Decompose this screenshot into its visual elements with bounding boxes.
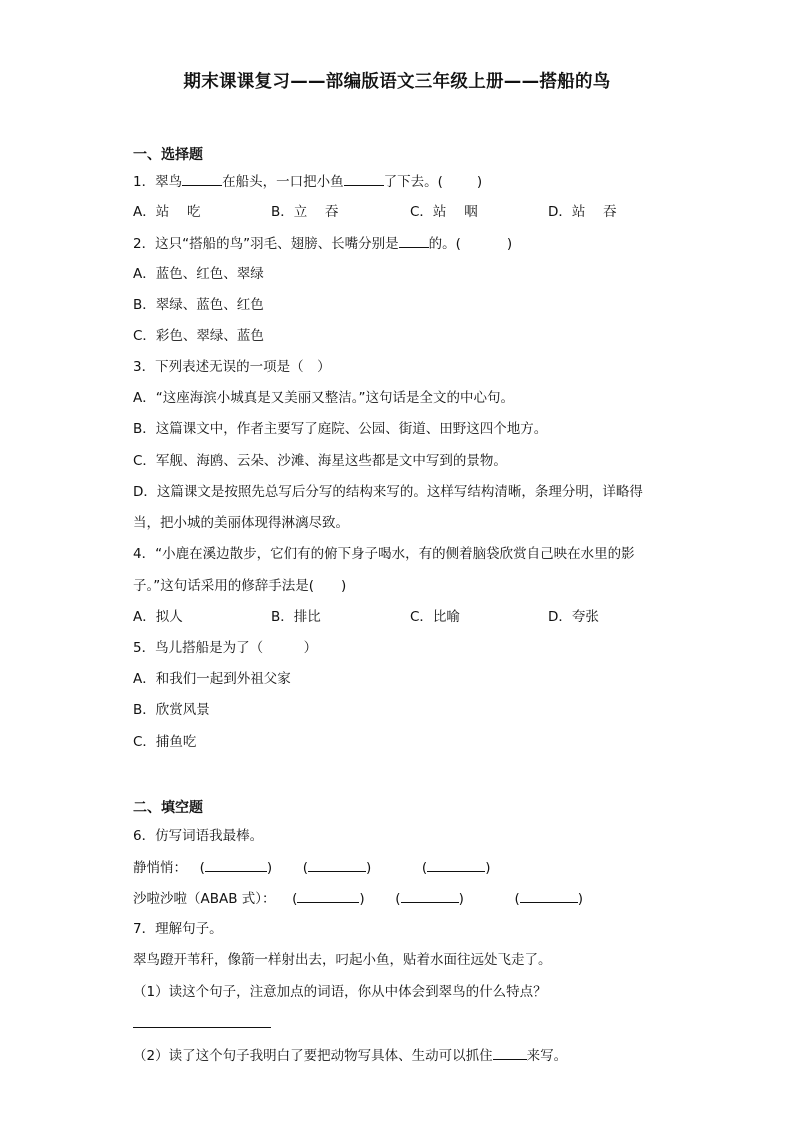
q6-row-1-blank-1[interactable] bbox=[205, 857, 267, 872]
question-1-blank-2[interactable] bbox=[344, 171, 384, 186]
question-7: 7．理解句子。 bbox=[133, 921, 223, 937]
q1-option-d[interactable]: D．站 吞 bbox=[548, 204, 617, 220]
section-heading-fill: 二、填空题 bbox=[133, 800, 203, 816]
question-1-text-b: 在船头，一口把小鱼 bbox=[222, 174, 344, 190]
question-3: 3．下列表述无误的一项是（ ） bbox=[133, 359, 331, 375]
question-1-text-a: 翠鸟 bbox=[155, 174, 183, 190]
question-6: 6．仿写词语我最棒。 bbox=[133, 828, 264, 844]
q4-option-c[interactable]: C．比喻 bbox=[410, 609, 460, 625]
page-title: 期末课课复习——部编版语文三年级上册——搭船的鸟 bbox=[183, 72, 611, 92]
question-4-line-2: 子。”这句话采用的修辞手法是( ) bbox=[133, 578, 347, 594]
q3-option-a[interactable]: A．“这座海滨小城真是又美丽又整洁。”这句话是全文的中心句。 bbox=[133, 390, 514, 406]
paren-close: ) bbox=[458, 891, 464, 907]
q4-option-d[interactable]: D．夸张 bbox=[548, 609, 599, 625]
answer-line[interactable] bbox=[133, 1027, 271, 1028]
question-7-sentence: 翠鸟蹬开苇秆，像箭一样射出去，叼起小鱼，贴着水面往远处飞走了。 bbox=[133, 952, 552, 968]
paren-open: ( bbox=[421, 860, 428, 876]
q5-option-a[interactable]: A．和我们一起到外祖父家 bbox=[133, 671, 291, 687]
question-2-blank[interactable] bbox=[399, 233, 429, 248]
q4-option-b[interactable]: B．排比 bbox=[271, 609, 321, 625]
question-7-sub-2 bbox=[133, 1045, 567, 1066]
question-2-text-b: 的。( bbox=[428, 236, 461, 252]
question-2-text-c: ) bbox=[506, 236, 513, 252]
paren-open: ( bbox=[395, 891, 401, 907]
q5-option-c[interactable]: C．捕鱼吃 bbox=[133, 734, 197, 750]
question-5: 5．鸟儿搭船是为了（ ） bbox=[133, 640, 318, 656]
q2-option-a[interactable]: A．蓝色、红色、翠绿 bbox=[133, 266, 264, 282]
q6-row-2-blank-1[interactable] bbox=[297, 888, 359, 903]
paren-close: ) bbox=[577, 891, 584, 907]
q6-row-1-label: 静悄悄： bbox=[133, 860, 187, 876]
question-2-text-a: 2．这只“搭船的鸟”羽毛、翅膀、长嘴分别是 bbox=[133, 236, 399, 252]
question-7-sub-2-text-b: 来写。 bbox=[526, 1048, 568, 1064]
section-heading-choice: 一、选择题 bbox=[133, 147, 203, 163]
q4-option-a[interactable]: A．拟人 bbox=[133, 609, 183, 625]
q3-option-d[interactable]: D．这篇课文是按照先总写后分写的结构来写的。这样写结构清晰，条理分明，详略得 bbox=[133, 484, 643, 500]
q3-option-c[interactable]: C．军舰、海鸥、云朵、沙滩、海星这些都是文中写到的景物。 bbox=[133, 453, 507, 469]
question-4-line-1: 4．“小鹿在溪边散步，它们有的俯下身子喝水，有的侧着脑袋欣赏自己映在水里的影 bbox=[133, 546, 635, 562]
paren-open: ( bbox=[302, 860, 309, 876]
question-1-number: 1． bbox=[133, 174, 156, 190]
question-7-sub-1: （1）读这个句子，注意加点的词语，你从中体会到翠鸟的什么特点？ bbox=[133, 984, 547, 1000]
q6-row-1 bbox=[133, 857, 490, 878]
paren-open: ( bbox=[292, 891, 298, 907]
q6-row-1-blank-3[interactable] bbox=[427, 857, 485, 872]
question-7-sub-2-text-a: （2）读了这个句子我明白了要把动物写具体、生动可以抓住 bbox=[133, 1048, 493, 1064]
q1-option-b[interactable]: B．立 吞 bbox=[271, 204, 339, 220]
q5-option-b[interactable]: B．欣赏风景 bbox=[133, 702, 210, 718]
q6-row-1-blank-2[interactable] bbox=[308, 857, 366, 872]
q3-option-d-continued: 当，把小城的美丽体现得淋漓尽致。 bbox=[133, 515, 349, 531]
paren-close: ) bbox=[359, 891, 365, 907]
q2-option-b[interactable]: B．翠绿、蓝色、红色 bbox=[133, 297, 264, 313]
paren-open: ( bbox=[514, 891, 520, 907]
q1-option-a[interactable]: A．站 吃 bbox=[133, 204, 201, 220]
question-7-sub-2-blank[interactable] bbox=[493, 1045, 527, 1060]
q2-option-c[interactable]: C．彩色、翠绿、蓝色 bbox=[133, 328, 264, 344]
question-2 bbox=[133, 233, 512, 254]
q3-option-b[interactable]: B．这篇课文中，作者主要写了庭院、公园、街道、田野这四个地方。 bbox=[133, 421, 548, 437]
q6-row-2-label: 沙啦沙啦（ABAB 式）： bbox=[133, 891, 276, 907]
question-1-text-d: ) bbox=[476, 174, 483, 190]
paren-close: ) bbox=[485, 860, 491, 876]
question-1-blank-1[interactable] bbox=[182, 171, 222, 186]
q6-row-2 bbox=[133, 888, 583, 909]
q1-option-c[interactable]: C．站 咽 bbox=[410, 204, 478, 220]
paren-close: ) bbox=[366, 860, 372, 876]
question-1-text-c: 了下去。( bbox=[383, 174, 443, 190]
paren-close: ) bbox=[266, 860, 273, 876]
paren-open: ( bbox=[199, 860, 205, 876]
q6-row-2-blank-3[interactable] bbox=[520, 888, 578, 903]
question-1 bbox=[133, 171, 482, 192]
q6-row-2-blank-2[interactable] bbox=[401, 888, 459, 903]
